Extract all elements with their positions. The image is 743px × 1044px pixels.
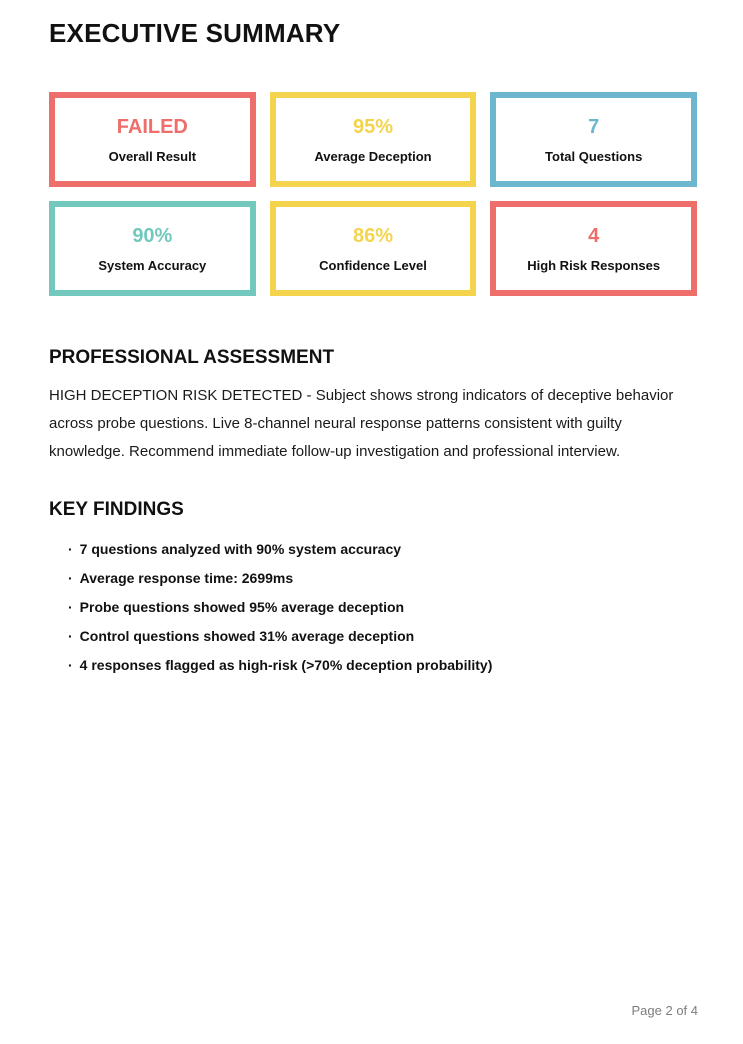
page-number: Page 2 of 4 (631, 1003, 698, 1018)
finding-item (68, 600, 697, 615)
finding-item (68, 542, 697, 557)
stat-card-value: 4 (588, 224, 600, 247)
stat-card-value: 95% (352, 115, 393, 138)
stat-card-label: Overall Result (108, 148, 197, 164)
stat-card-value: 86% (352, 224, 393, 247)
stat-card-label: Total Questions (545, 148, 643, 164)
stat-card-value: 90% (132, 224, 173, 247)
finding-text: 7 questions analyzed with 90% system accuracy (79, 541, 402, 557)
stat-card-overall-result (49, 92, 256, 187)
bullet-marker: · (68, 599, 73, 615)
stat-card-high-risk-responses (490, 201, 697, 296)
finding-item (68, 571, 697, 586)
stat-card-value: 7 (588, 115, 600, 138)
findings-heading: KEY FINDINGS (49, 499, 184, 520)
stat-card-average-deception (270, 92, 477, 187)
stat-card-label: System Accuracy (98, 257, 207, 273)
finding-item (68, 629, 697, 644)
assessment-body: HIGH DECEPTION RISK DETECTED - Subject shows strong indicators of deceptive behavior across probe questions. Live 8-channel neural response patterns consistent with guilty knowledge. Recommend immediate follow-up investigation and professional interview. (49, 387, 674, 460)
bullet-marker: · (68, 541, 73, 557)
finding-text: Probe questions showed 95% average deception (79, 599, 405, 615)
bullet-marker: · (68, 628, 73, 644)
bullet-marker: · (68, 657, 73, 673)
finding-item (68, 658, 697, 673)
assessment-heading: PROFESSIONAL ASSESSMENT (49, 347, 335, 368)
stat-card-system-accuracy (49, 201, 256, 296)
finding-text: Control questions showed 31% average deception (79, 628, 415, 644)
finding-text: 4 responses flagged as high-risk (>70% deception probability) (79, 657, 493, 673)
stat-card-label: High Risk Responses (527, 257, 661, 273)
stat-cards-grid (49, 92, 697, 296)
bullet-marker: · (68, 570, 73, 586)
findings-list (49, 542, 697, 673)
stat-card-label: Confidence Level (319, 257, 427, 273)
finding-text: Average response time: 2699ms (79, 570, 294, 586)
stat-card-total-questions (490, 92, 697, 187)
stat-card-value: FAILED (116, 115, 188, 138)
page-title: EXECUTIVE SUMMARY (49, 18, 341, 48)
stat-card-confidence-level (270, 201, 477, 296)
stat-card-label: Average Deception (314, 148, 432, 164)
